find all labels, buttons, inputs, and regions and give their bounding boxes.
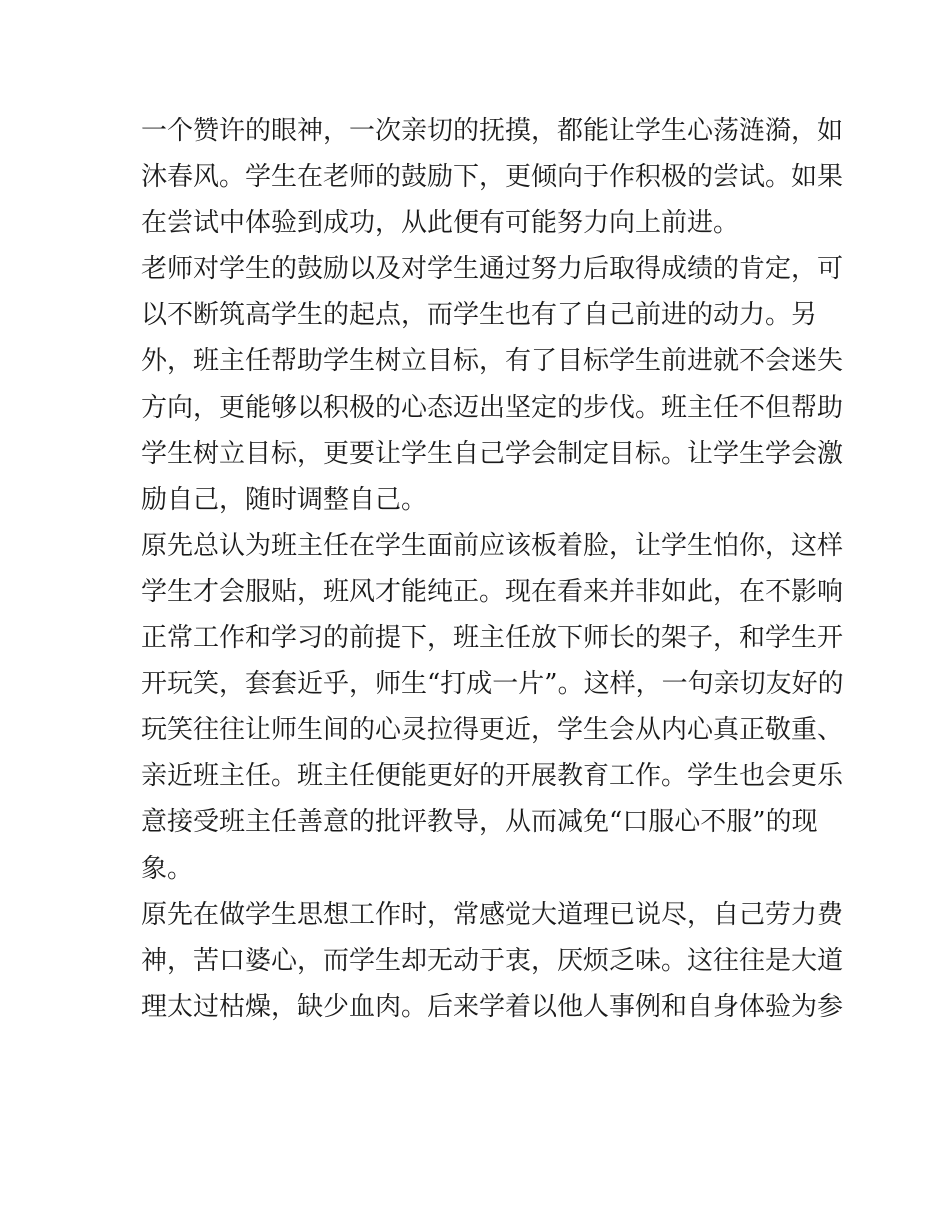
text-line: 沐春风。学生在老师的鼓励下，更倾向于作积极的尝试。如果: [141, 162, 844, 193]
paragraph-ideological-work: [141, 892, 844, 1030]
body-text: [141, 108, 844, 1030]
text-line: 学生树立目标，更要让学生自己学会制定目标。让学生学会激: [141, 438, 844, 469]
text-line: 在尝试中体验到成功，从此便有可能努力向上前进。: [141, 208, 740, 239]
text-line: 正常工作和学习的前提下，班主任放下师长的架子，和学生开: [141, 623, 844, 654]
text-line: 励自己，随时调整自己。: [141, 484, 428, 515]
text-line: 象。: [141, 853, 194, 884]
text-line: 原先在做学生思想工作时，常感觉大道理已说尽，自己劳力费: [141, 899, 844, 930]
text-line: 玩笑往往让师生间的心灵拉得更近，学生会从内心真正敬重、: [141, 715, 844, 746]
text-line: 神，苦口婆心，而学生却无动于衷，厌烦乏味。这往往是大道: [141, 945, 844, 976]
paragraph-encouragement-glance: [141, 108, 844, 246]
text-line: 一个赞许的眼神，一次亲切的抚摸，都能让学生心荡涟漪，如: [141, 116, 844, 146]
text-line: 亲近班主任。班主任便能更好的开展教育工作。学生也会更乐: [141, 761, 844, 792]
text-line: 方向，更能够以积极的心态迈出坚定的步伐。班主任不但帮助: [141, 392, 844, 423]
paragraph-teacher-encouragement: [141, 246, 844, 523]
text-line: 以不断筑高学生的起点，而学生也有了自己前进的动力。另: [141, 300, 818, 331]
text-line: 外，班主任帮助学生树立目标，有了目标学生前进就不会迷失: [141, 346, 844, 377]
text-line: 原先总认为班主任在学生面前应该板着脸，让学生怕你，这样: [141, 530, 844, 561]
text-line: 理太过枯燥，缺少血肉。后来学着以他人事例和自身体验为参: [141, 991, 844, 1022]
text-line: 开玩笑，套套近乎，师生“打成一片”。这样，一句亲切友好的: [141, 669, 844, 700]
text-line: 老师对学生的鼓励以及对学生通过努力后取得成绩的肯定，可: [141, 254, 844, 285]
text-line: 学生才会服贴，班风才能纯正。现在看来并非如此，在不影响: [141, 576, 844, 607]
text-line: 意接受班主任善意的批评教导，从而减免“口服心不服”的现: [141, 807, 818, 838]
paragraph-stern-face: [141, 523, 844, 892]
